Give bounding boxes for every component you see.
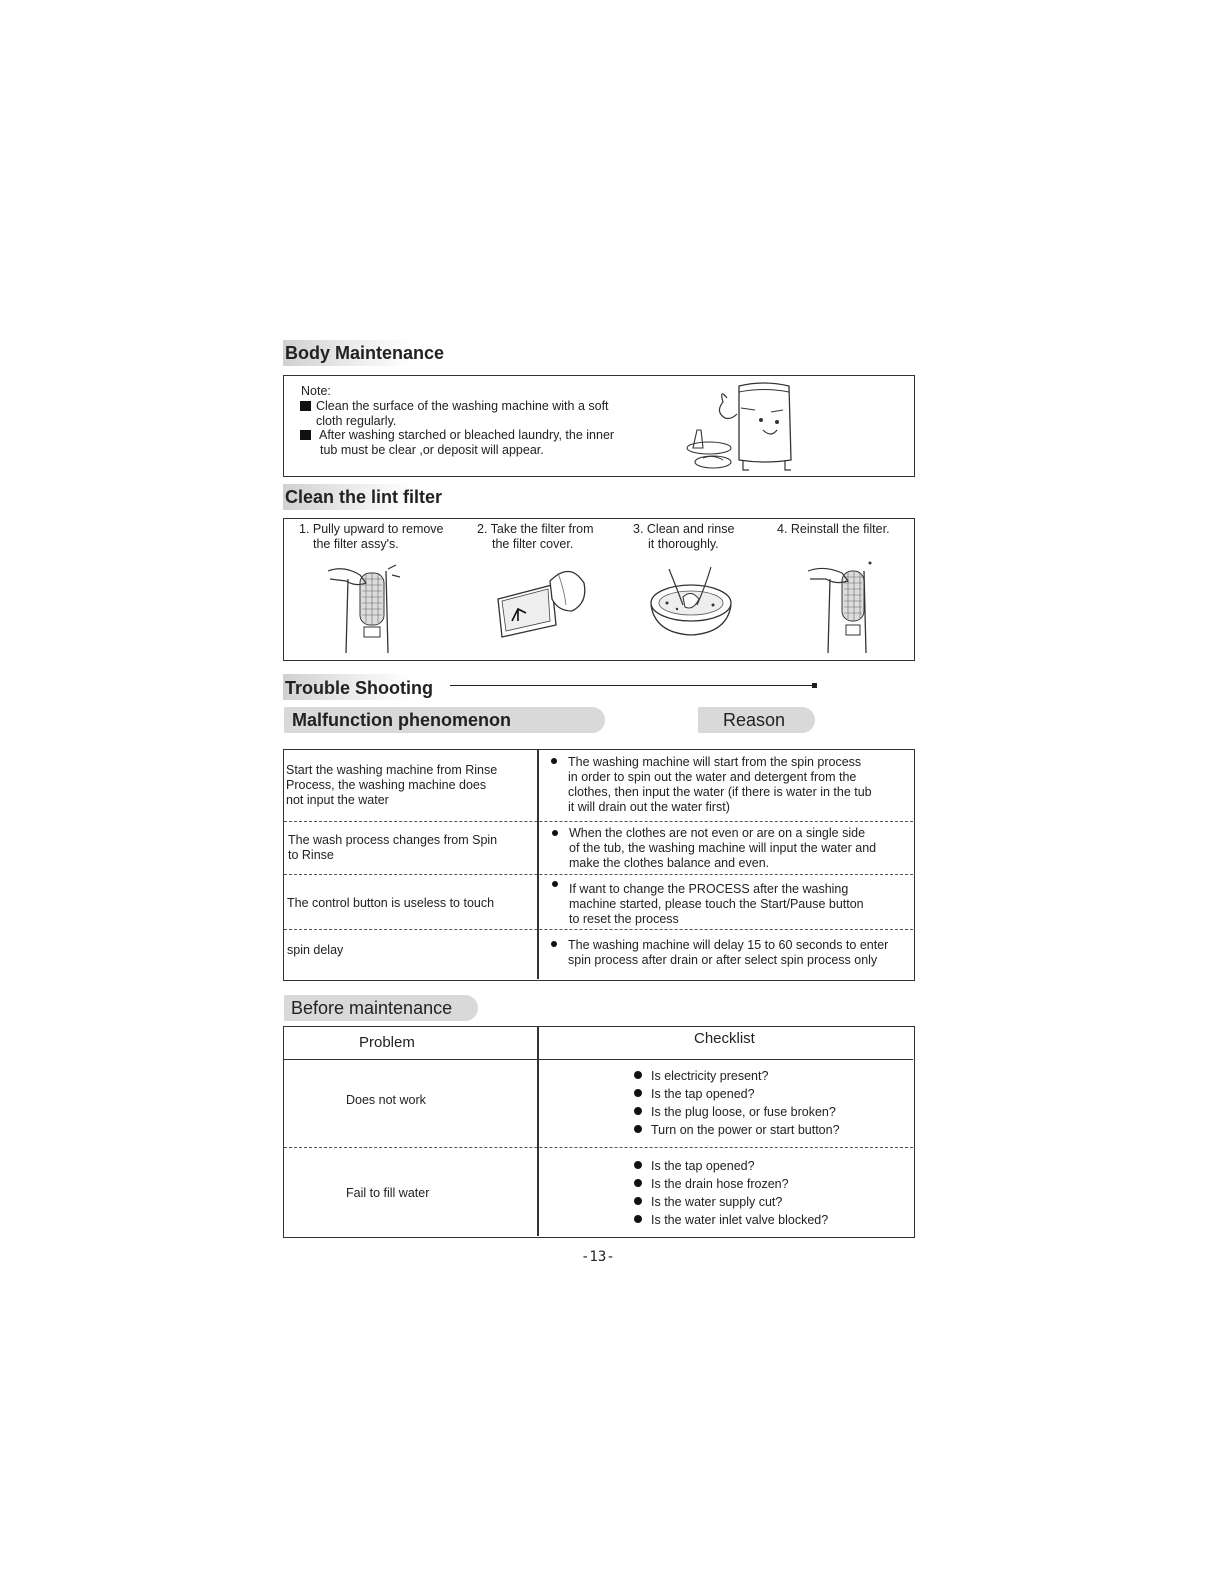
lint-filter-box: [283, 518, 915, 661]
problem-cell: Does not work: [346, 1093, 426, 1107]
bullet-icon: [551, 758, 557, 764]
trouble-table: [283, 749, 915, 981]
trouble-title-rule: [450, 685, 814, 686]
bullet-icon: [634, 1125, 642, 1133]
bullet-icon: [634, 1071, 642, 1079]
trouble-title-rule-end: [812, 683, 817, 688]
checklist-item: Is the plug loose, or fuse broken?: [634, 1103, 840, 1121]
checklist-item: Is the water supply cut?: [634, 1193, 828, 1211]
checklist-column-header: Checklist: [694, 1030, 755, 1047]
body-maintenance-box: [283, 375, 915, 477]
square-bullet-icon: [300, 401, 311, 411]
filter-rinse-illustration: [647, 559, 735, 641]
body-maintenance-title: Body Maintenance: [285, 343, 445, 363]
malfunction-cell: The control button is useless to touch: [287, 896, 495, 910]
trouble-shooting-title: Trouble Shooting: [285, 678, 433, 698]
malfunction-cell: spin delay: [287, 943, 344, 957]
bullet-icon: [634, 1089, 642, 1097]
checklist-item: Is electricity present?: [634, 1067, 840, 1085]
filter-take-illustration: [492, 559, 592, 641]
reason-header: Reason: [698, 707, 815, 733]
trouble-table-divider: [537, 750, 539, 979]
washer-cleaning-illustration: [679, 378, 809, 474]
checklist-item: Turn on the power or start button?: [634, 1121, 840, 1139]
bullet-icon: [552, 830, 558, 836]
row-divider: [284, 929, 913, 930]
malfunction-phenomenon-header: Malfunction phenomenon: [284, 707, 605, 733]
row-divider: [284, 1147, 913, 1148]
bullet-icon: [634, 1179, 642, 1187]
before-maintenance-table: [283, 1026, 915, 1238]
square-bullet-icon: [300, 430, 311, 440]
bullet-icon: [551, 941, 557, 947]
malfunction-cell: The wash process changes from Spin to Rinse: [288, 833, 498, 862]
malfunction-cell: Start the washing machine from Rinse Process, the washing machine does not input the water: [286, 763, 498, 807]
bullet-icon: [634, 1161, 642, 1169]
lint-step-4: 4. Reinstall the filter.: [777, 522, 890, 536]
checklist-item: Is the drain hose frozen?: [634, 1175, 828, 1193]
lint-filter-title: Clean the lint filter: [285, 487, 443, 507]
checklist-cell: [634, 1157, 828, 1229]
reason-cell: When the clothes are not even or are on a single side of the tub, the washing machine will input the water and make the clothes balance and even.: [569, 826, 877, 870]
note-item-2: After washing starched or bleached laundry, the inner tub must be clear ,or deposit will appear.: [300, 428, 614, 458]
checklist-item: Is the water inlet valve blocked?: [634, 1211, 828, 1229]
problem-column-header: Problem: [359, 1034, 415, 1051]
checklist-item: Is the tap opened?: [634, 1085, 840, 1103]
problem-cell: Fail to fill water: [346, 1186, 430, 1200]
note-label: Note:: [301, 384, 331, 398]
reason-cell: The washing machine will start from the spin process in order to spin out the water and detergent from the clothes, then input the water (if there is water in the tub it will drain out the water first): [568, 755, 872, 814]
page-number: -13-: [581, 1249, 615, 1265]
lint-step-1: 1. Pully upward to remove the filter assy's.: [299, 522, 444, 551]
lint-step-2: 2. Take the filter from the filter cover.: [477, 522, 594, 551]
before-maintenance-header: Before maintenance: [284, 995, 478, 1021]
row-divider: [284, 821, 913, 822]
reason-cell: If want to change the PROCESS after the washing machine started, please touch the Start/Pause button to reset the process: [569, 882, 864, 926]
bullet-icon: [634, 1107, 642, 1115]
bullet-icon: [634, 1197, 642, 1205]
row-divider: [284, 874, 913, 875]
filter-reinstall-illustration: [806, 557, 886, 657]
bullet-icon: [634, 1215, 642, 1223]
bullet-icon: [552, 881, 558, 887]
checklist-cell: [634, 1067, 840, 1139]
checklist-item: Is the tap opened?: [634, 1157, 828, 1175]
reason-cell: The washing machine will delay 15 to 60 seconds to enter spin process after drain or after select spin process only: [568, 938, 889, 967]
header-divider: [284, 1059, 913, 1060]
note-item-1: Clean the surface of the washing machine with a soft cloth regularly.: [300, 399, 609, 429]
filter-remove-illustration: [326, 557, 406, 657]
lint-step-3: 3. Clean and rinse it thoroughly.: [633, 522, 735, 551]
